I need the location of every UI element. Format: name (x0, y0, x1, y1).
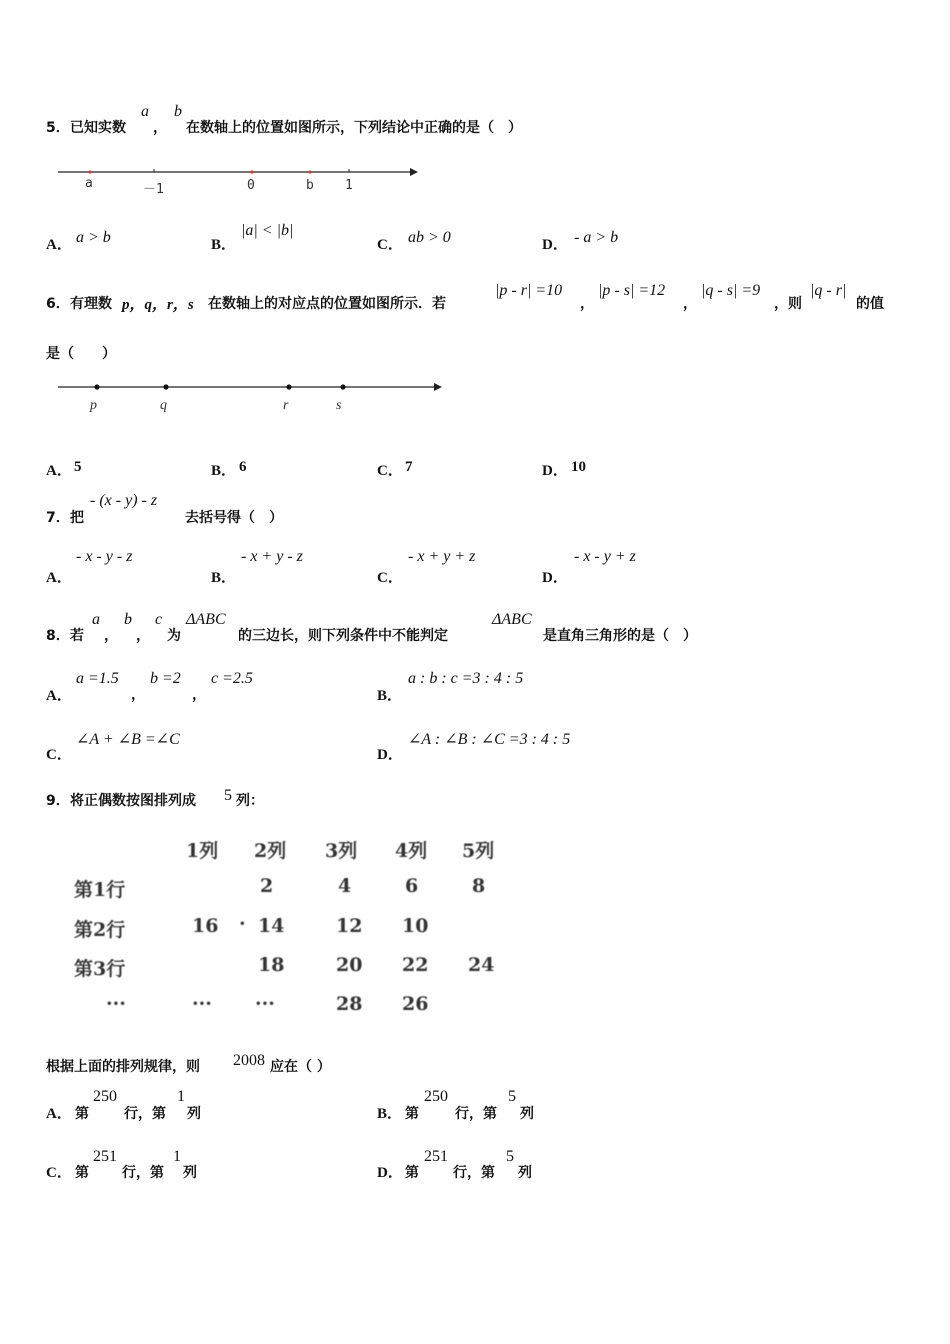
q8-triangle-1: ΔABC (186, 611, 226, 628)
q9-col-header-3: 3列 (325, 840, 358, 862)
q7-option-b-label[interactable]: B． (211, 570, 237, 586)
q6-sep-3: ，则 (774, 296, 802, 312)
q7-option-a-label[interactable]: A． (46, 570, 72, 586)
q9-option-c-lie: 列 (183, 1165, 197, 1181)
q9-option-b-row: 250 (424, 1088, 448, 1105)
q7-expr: - (x - y) - z (90, 492, 158, 509)
q9-option-a-lie: 列 (187, 1106, 201, 1122)
q9-cell: 26 (402, 993, 429, 1015)
q5-option-a-label[interactable]: A． (46, 237, 72, 253)
q5-number: 5． (46, 120, 70, 136)
q8-option-a-expr-2: b =2 (150, 670, 181, 687)
q8-text-wei: 为 (167, 628, 181, 644)
q9-option-a-label[interactable]: A． (46, 1106, 72, 1122)
q9-option-a-di: 第 (75, 1106, 89, 1122)
q9-n5: 5 (224, 787, 232, 804)
q5-option-c-label[interactable]: C． (377, 237, 403, 253)
q7-option-c-label[interactable]: C． (377, 570, 403, 586)
q8-var-a: a (92, 611, 100, 628)
q8-option-c-expr: ∠A + ∠B =∠C (76, 731, 180, 748)
q9-cell: 20 (336, 954, 363, 976)
q6-sep-1: ， (580, 296, 594, 312)
q9-option-b-hang: 行，第 (455, 1106, 497, 1122)
q8-option-a-expr-3: c =2.5 (211, 670, 253, 687)
q9-cell: ··· (255, 993, 275, 1015)
q5-option-b-expr: |a| < |b| (241, 222, 294, 239)
q9-option-d-hang: 行，第 (453, 1165, 495, 1181)
q9-cell: 28 (336, 993, 363, 1015)
q8-text-post: 是直角三角形的是（ ） (543, 628, 697, 644)
q5-option-d-expr: - a > b (574, 229, 619, 246)
q8-comma-2: ， (136, 628, 150, 644)
q9-cell: 6 (405, 875, 419, 897)
q5-number-line (50, 160, 430, 200)
q5-text-post: 在数轴上的位置如图所示，下列结论中正确的是（ ） (186, 120, 522, 136)
q6-text-mid: 在数轴上的对应点的位置如图所示．若 (208, 296, 446, 312)
q6-number-line (50, 375, 450, 405)
q9-option-d-lie: 列 (518, 1165, 532, 1181)
q5-axis-label-1: 1 (345, 178, 353, 193)
q9-option-b-label[interactable]: B． (377, 1106, 403, 1122)
q9-option-b-di: 第 (405, 1106, 419, 1122)
q9-cell: 2 (260, 875, 274, 897)
q9-option-c-col: 1 (173, 1148, 181, 1165)
q9-option-c-row: 251 (93, 1148, 117, 1165)
q6-option-c-value: 7 (405, 459, 413, 475)
q6-cond-1: |p - r| =10 (495, 282, 563, 299)
q6-option-d-value: 10 (571, 459, 586, 475)
q9-option-d-col: 5 (506, 1148, 514, 1165)
q6-axis-label-p: p (90, 398, 97, 413)
q9-col-header-1: 1列 (186, 840, 219, 862)
q9-option-c-label[interactable]: C． (46, 1165, 72, 1181)
q6-axis-label-r: r (283, 398, 289, 413)
q9-cell: 18 (258, 954, 285, 976)
q6-text-tail: 的值 (856, 296, 884, 312)
q9-col-header-2: 2列 (254, 840, 287, 862)
q5-option-c-expr: ab > 0 (408, 229, 451, 246)
q9-option-b-lie: 列 (520, 1106, 534, 1122)
q6-cond-2: |p - s| =12 (598, 282, 666, 299)
q5-comma: ， (153, 120, 167, 136)
q9-cell: 4 (338, 875, 352, 897)
q8-triangle-2: ΔABC (492, 611, 532, 628)
q6-axis-label-s: s (336, 398, 342, 413)
q8-option-a-label[interactable]: A． (46, 688, 72, 704)
q9-row-label-1: 第1行 (74, 879, 126, 901)
q8-comma-1: ， (104, 628, 118, 644)
q6-cond-3: |q - s| =9 (701, 282, 761, 299)
q9-text-pre: 将正偶数按图排列成 (70, 793, 196, 809)
q7-option-a-expr: - x - y - z (76, 548, 133, 565)
q9-cell: 14 (258, 915, 285, 937)
q9-cell: 8 (472, 875, 486, 897)
q8-text-pre: 若 (70, 628, 84, 644)
q9-rule-post: 应在（ ） (270, 1059, 331, 1075)
q5-var-a: a (141, 103, 149, 120)
q5-option-a-expr: a > b (76, 229, 111, 246)
q6-option-a-value: 5 (74, 459, 82, 475)
q9-cell: ··· (192, 993, 212, 1015)
q8-option-b-expr: a : b : c =3 : 4 : 5 (408, 670, 524, 687)
q9-option-c-di: 第 (75, 1165, 89, 1181)
q6-axis-label-q: q (160, 398, 167, 413)
q8-option-c-label[interactable]: C． (46, 747, 72, 763)
q9-cell: 16 (192, 915, 219, 937)
q9-option-c-hang: 行，第 (122, 1165, 164, 1181)
q9-cell: 24 (468, 954, 495, 976)
q7-text-pre: 把 (70, 510, 84, 526)
q7-number: 7． (46, 510, 70, 526)
q9-cell: 12 (336, 915, 363, 937)
q9-cell: 10 (402, 915, 429, 937)
q6-target: |q - r| (810, 282, 847, 299)
q9-number: 9． (46, 793, 70, 809)
q6-option-b-value: 6 (239, 459, 247, 475)
q5-axis-label-neg1: －1 (143, 182, 164, 197)
q6-vars: p，q，r，s (122, 297, 194, 313)
q9-option-a-row: 250 (93, 1088, 117, 1105)
q9-row-label-4: ··· (106, 993, 126, 1015)
q9-col-header-5: 5列 (462, 840, 495, 862)
q7-option-d-label[interactable]: D． (542, 570, 568, 586)
q9-option-d-di: 第 (405, 1165, 419, 1181)
q8-var-b: b (124, 611, 132, 628)
q6-text-pre: 有理数 (70, 296, 112, 312)
q9-col-header-4: 4列 (395, 840, 428, 862)
q5-text-pre: 已知实数 (70, 120, 126, 136)
q8-option-b-label[interactable]: B． (377, 688, 403, 704)
q6-option-b-label[interactable]: B． (211, 463, 237, 479)
q5-option-b-label[interactable]: B． (211, 237, 237, 253)
q9-rule-number: 2008 (233, 1052, 265, 1069)
q9-option-a-col: 1 (177, 1088, 185, 1105)
q8-option-a-sep-2: ， (192, 687, 206, 703)
q8-number: 8． (46, 628, 70, 644)
q8-option-a-expr-1: a =1.5 (76, 670, 119, 687)
q7-option-b-expr: - x + y - z (241, 548, 303, 565)
q7-option-c-expr: - x + y + z (408, 548, 476, 565)
q9-option-b-col: 5 (508, 1088, 516, 1105)
q9-stray-dot: · (239, 913, 246, 935)
q9-rule-pre: 根据上面的排列规律，则 (46, 1059, 200, 1075)
q9-option-d-label[interactable]: D． (377, 1165, 403, 1181)
q6-sep-2: ， (683, 296, 697, 312)
q8-option-d-label[interactable]: D． (377, 747, 403, 763)
q5-axis-label-0: 0 (247, 178, 255, 193)
q6-number: 6． (46, 296, 70, 312)
q8-option-d-expr: ∠A : ∠B : ∠C =3 : 4 : 5 (408, 731, 571, 748)
q5-option-d-label[interactable]: D． (542, 237, 568, 253)
q6-text-line2: 是（ ） (46, 346, 116, 362)
q5-var-b: b (174, 103, 182, 120)
q6-option-a-label[interactable]: A． (46, 463, 72, 479)
q7-text-post: 去括号得（ ） (185, 510, 283, 526)
q8-option-a-sep-1: ， (131, 687, 145, 703)
q7-option-d-expr: - x - y + z (574, 548, 636, 565)
q5-axis-label-b: b (306, 178, 314, 193)
q9-text-post: 列： (236, 793, 264, 809)
q9-cell: 22 (402, 954, 429, 976)
q9-option-d-row: 251 (424, 1148, 448, 1165)
q9-option-a-hang: 行，第 (124, 1106, 166, 1122)
q6-option-d-label[interactable]: D． (542, 463, 568, 479)
q5-axis-label-a: a (85, 176, 93, 191)
q6-option-c-label[interactable]: C． (377, 463, 403, 479)
q9-row-label-3: 第3行 (74, 958, 126, 980)
q9-row-label-2: 第2行 (74, 919, 126, 941)
q8-text-mid: 的三边长，则下列条件中不能判定 (238, 628, 448, 644)
q8-var-c: c (155, 611, 163, 628)
